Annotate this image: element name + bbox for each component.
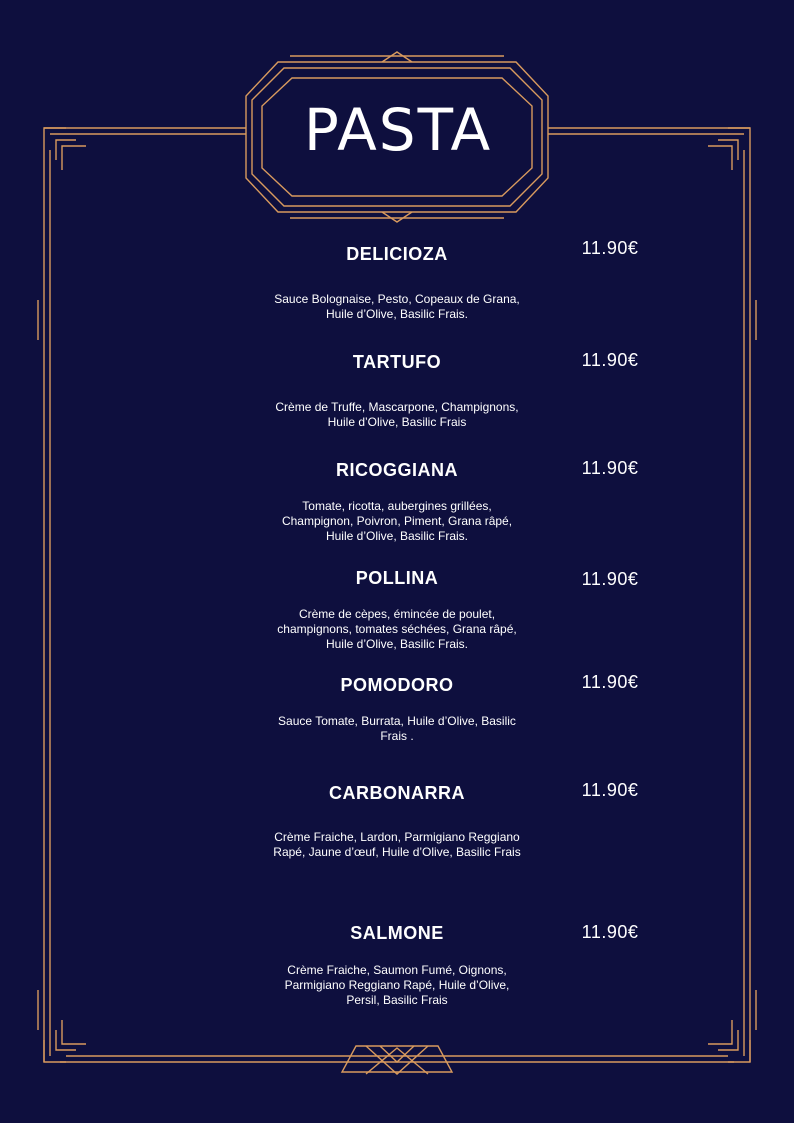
item-name: POMODORO: [340, 675, 454, 695]
item-price: 11.90€: [581, 922, 639, 942]
item-description: Sauce Tomate, Burrata, Huile d’Olive, Basilic Frais .: [278, 714, 516, 743]
item-price: 11.90€: [581, 458, 639, 478]
item-name: SALMONE: [350, 923, 444, 943]
item-price: 11.90€: [581, 569, 639, 589]
item-price: 11.90€: [581, 238, 639, 258]
item-name: CARBONARRA: [329, 783, 465, 803]
page-title: PASTA: [303, 96, 493, 164]
item-price: 11.90€: [581, 350, 639, 370]
item-description: Crème de cèpes, émincée de poulet, champignons, tomates séchées, Grana râpé, Huile d’Olive, Basilic Frais.: [277, 607, 517, 651]
item-price: 11.90€: [581, 780, 639, 800]
item-description: Crème Fraiche, Saumon Fumé, Oignons, Parmigiano Reggiano Rapé, Huile d’Olive, Persil, Basilic Frais: [284, 963, 510, 1007]
item-name: TARTUFO: [352, 352, 442, 372]
item-name: POLLINA: [355, 568, 439, 588]
item-description: Tomate, ricotta, aubergines grillées, Champignon, Poivron, Piment, Grana râpé, Huile d’Olive, Basilic Frais.: [281, 499, 513, 543]
item-name: DELICIOZA: [346, 244, 448, 264]
item-name: RICOGGIANA: [336, 460, 458, 480]
item-description: Crème de Truffe, Mascarpone, Champignons, Huile d’Olive, Basilic Frais: [275, 400, 519, 429]
item-description: Crème Fraiche, Lardon, Parmigiano Reggiano Rapé, Jaune d’œuf, Huile d’Olive, Basilic Frais: [273, 830, 521, 859]
item-price: 11.90€: [581, 672, 639, 692]
item-description: Sauce Bolognaise, Pesto, Copeaux de Grana, Huile d’Olive, Basilic Frais.: [274, 292, 520, 321]
